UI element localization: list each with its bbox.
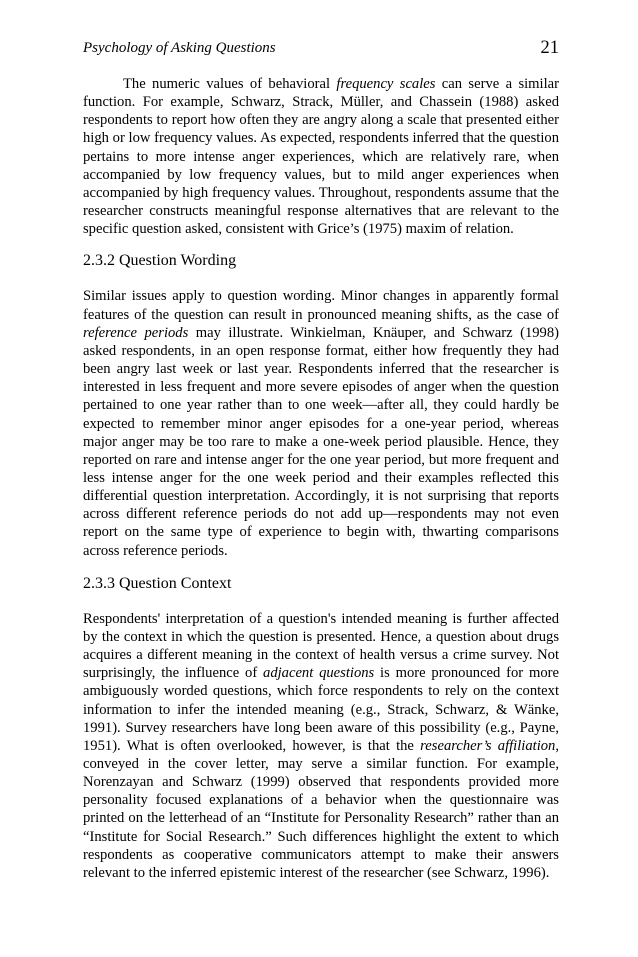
section-heading-question-context: 2.3.3 Question Context (83, 574, 232, 592)
text-run: Respondents' interpretation of a question's intended meaning is further affected by the context in which the question is presented. Hence, a question about drugs acquires a different meaning in the context of health versus a crime survey. Not surprisingly, the influence of (83, 610, 559, 682)
running-title: Psychology of Asking Questions (83, 40, 276, 56)
page-number: 21 (540, 38, 559, 58)
paragraph-frequency-scales (83, 75, 559, 238)
text-run: Similar issues apply to question wording. Minor changes in apparently formal features of the question can result in pronounced meaning shifts, as the case of (83, 288, 559, 323)
emphasis-reference-periods: reference periods (83, 324, 189, 341)
text-run: The numeric values of behavioral (123, 76, 337, 92)
emphasis-frequency-scales: frequency scales (336, 76, 436, 92)
paragraph-question-context (83, 610, 559, 882)
text-run: can serve a similar function. For example, Schwarz, Strack, Müller, and Chassein (1988) asked respondents to report how often they are angry along a scale that presented either high or low frequency values. As expected, respondents inferred that the question pertains to more intense anger experiences, which are relatively rare, when accompanied by low frequency values, but to mild anger experiences when accompanied by high frequency values. Throughout, respondents assume that the researcher constructs meaningful response alternatives that are relevant to the specific question asked, consistent with Grice’s (1975) maxim of relation. (83, 76, 559, 238)
running-head (83, 38, 559, 64)
paragraph-question-wording (83, 287, 559, 559)
text-run: , conveyed in the cover letter, may serve a similar function. For example, Norenzayan and Schwarz (1999) observed that respondents provided more personality focused explanations of a behavior when the questionnaire was printed on the letterhead of an “Institute for Personality Research” rather than an “Institute for Social Research.” Such differences highlight the extent to which respondents as cooperative communicators attempt to make their answers relevant to the inferred epistemic interest of the researcher (see Schwarz, 1996). (83, 737, 559, 881)
emphasis-researchers-affiliation: researcher’s affiliation (420, 737, 556, 754)
section-heading-question-wording: 2.3.2 Question Wording (83, 252, 237, 270)
book-page (83, 38, 559, 882)
emphasis-adjacent-questions: adjacent questions (263, 665, 375, 682)
text-run: may illustrate. Winkielman, Knäuper, and Schwarz (1998) asked respondents, in an open response format, either how frequently they had been angry last week or last year. Respondents inferred that the researcher is interested in less frequent and more severe episodes of anger when the question pertained to one year rather than to one week—after all, they could hardly be expected to remember minor anger episodes for a one-year period, whereas major anger may be too rare to make a one-week period plausible. Hence, they reported on rare and intense anger for the one year period, but more frequent and less intense anger for the one week period and their examples reflected this differential question interpretation. Accordingly, it is not surprising that reports across different reference periods do not add up—respondents may not even report on the same type of experience to begin with, thwarting comparisons across reference periods. (83, 324, 559, 559)
text-run: is more pronounced for more ambiguously worded questions, which force respondents to rely on the context information to infer the intended meaning (e.g., Strack, Schwarz, & Wänke, 1991). Survey researchers have long been aware of this possibility (e.g., Payne, 1951). What is often overlooked, however, is that the (83, 665, 559, 754)
